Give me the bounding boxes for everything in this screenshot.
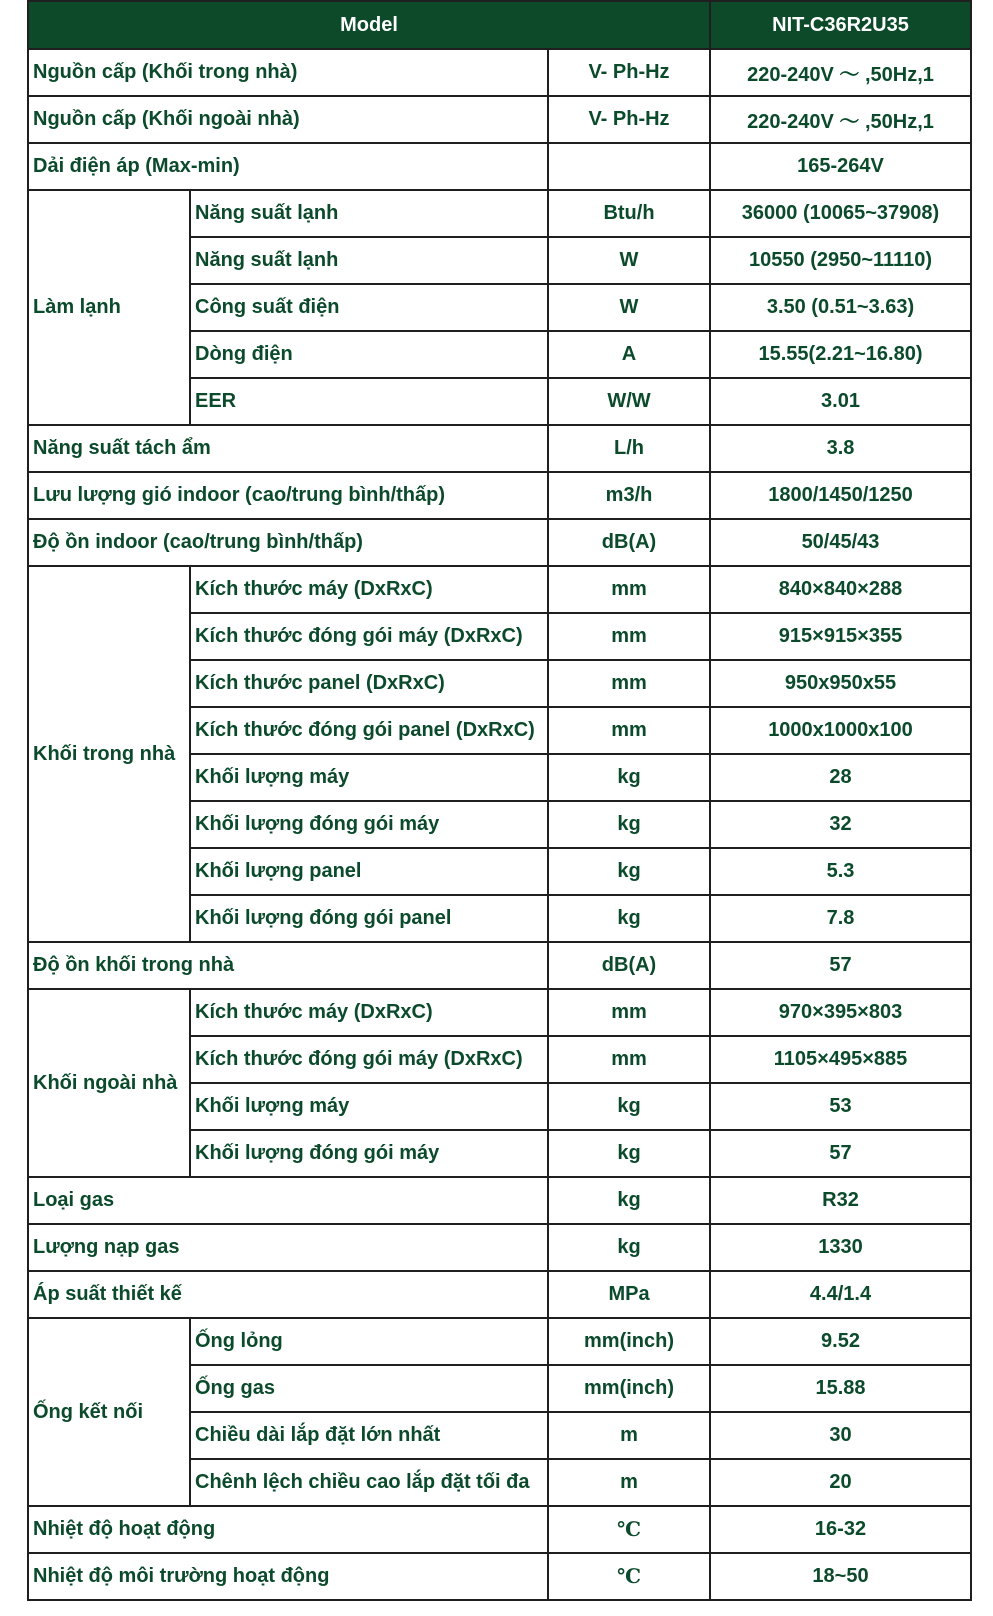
table-row bbox=[28, 1224, 971, 1271]
row-unit: dB(A) bbox=[548, 519, 710, 566]
row-unit: m bbox=[548, 1459, 710, 1506]
spec-table-container bbox=[27, 0, 970, 1601]
row-unit bbox=[548, 143, 710, 190]
row-value: 5.3 bbox=[710, 848, 971, 895]
row-unit: A bbox=[548, 331, 710, 378]
row-unit: kg bbox=[548, 801, 710, 848]
row-label: Nguồn cấp (Khối trong nhà) bbox=[28, 49, 548, 96]
row-unit: L/h bbox=[548, 425, 710, 472]
row-value: 30 bbox=[710, 1412, 971, 1459]
row-label: Khối lượng đóng gói máy bbox=[190, 801, 548, 848]
table-row bbox=[28, 1553, 971, 1600]
table-row bbox=[28, 942, 971, 989]
row-unit: kg bbox=[548, 848, 710, 895]
table-row bbox=[28, 96, 971, 143]
row-value: 53 bbox=[710, 1083, 971, 1130]
row-label: Khối lượng panel bbox=[190, 848, 548, 895]
row-label: Ống gas bbox=[190, 1365, 548, 1412]
row-unit: ℃ bbox=[548, 1553, 710, 1600]
table-row bbox=[28, 472, 971, 519]
row-unit: V- Ph-Hz bbox=[548, 49, 710, 96]
table-row bbox=[28, 1271, 971, 1318]
row-value: 15.55(2.21~16.80) bbox=[710, 331, 971, 378]
row-label: Năng suất tách ẩm bbox=[28, 425, 548, 472]
table-row bbox=[28, 49, 971, 96]
row-value: 9.52 bbox=[710, 1318, 971, 1365]
table-row bbox=[28, 1318, 971, 1365]
row-value: 3.8 bbox=[710, 425, 971, 472]
row-unit: W bbox=[548, 284, 710, 331]
table-row bbox=[28, 566, 971, 613]
group-label-indoor-unit: Khối trong nhà bbox=[28, 566, 190, 942]
row-value: 36000 (10065~37908) bbox=[710, 190, 971, 237]
row-unit: ℃ bbox=[548, 1506, 710, 1553]
row-label: Nguồn cấp (Khối ngoài nhà) bbox=[28, 96, 548, 143]
row-unit: W bbox=[548, 237, 710, 284]
table-row bbox=[28, 190, 971, 237]
table-row bbox=[28, 1506, 971, 1553]
row-label: Nhiệt độ hoạt động bbox=[28, 1506, 548, 1553]
row-value: 165-264V bbox=[710, 143, 971, 190]
row-label: Kích thước đóng gói máy (DxRxC) bbox=[190, 1036, 548, 1083]
row-unit: mm bbox=[548, 613, 710, 660]
row-label: Độ ồn khối trong nhà bbox=[28, 942, 548, 989]
row-label: Khối lượng đóng gói panel bbox=[190, 895, 548, 942]
row-label: Áp suất thiết kế bbox=[28, 1271, 548, 1318]
row-value: 15.88 bbox=[710, 1365, 971, 1412]
row-label: Kích thước panel (DxRxC) bbox=[190, 660, 548, 707]
row-unit: kg bbox=[548, 895, 710, 942]
row-value: 50/45/43 bbox=[710, 519, 971, 566]
row-label: Năng suất lạnh bbox=[190, 237, 548, 284]
row-unit: kg bbox=[548, 1083, 710, 1130]
row-value: 220-240V ～ ,50Hz,1 bbox=[710, 96, 971, 143]
spec-table bbox=[27, 0, 972, 1601]
row-label: Kích thước đóng gói máy (DxRxC) bbox=[190, 613, 548, 660]
row-value: 28 bbox=[710, 754, 971, 801]
row-label: Ống lỏng bbox=[190, 1318, 548, 1365]
row-unit: Btu/h bbox=[548, 190, 710, 237]
row-value: 220-240V ～ ,50Hz,1 bbox=[710, 49, 971, 96]
row-value: 1330 bbox=[710, 1224, 971, 1271]
table-row bbox=[28, 989, 971, 1036]
row-unit: mm bbox=[548, 660, 710, 707]
row-unit: mm bbox=[548, 707, 710, 754]
row-label: Chiều dài lắp đặt lớn nhất bbox=[190, 1412, 548, 1459]
row-label: Dòng điện bbox=[190, 331, 548, 378]
row-label: Năng suất lạnh bbox=[190, 190, 548, 237]
table-row bbox=[28, 425, 971, 472]
row-label: Nhiệt độ môi trường hoạt động bbox=[28, 1553, 548, 1600]
row-unit: mm(inch) bbox=[548, 1318, 710, 1365]
row-unit: mm(inch) bbox=[548, 1365, 710, 1412]
row-label: Khối lượng máy bbox=[190, 1083, 548, 1130]
row-value: 57 bbox=[710, 1130, 971, 1177]
group-label-cooling: Làm lạnh bbox=[28, 190, 190, 425]
row-value: 10550 (2950~11110) bbox=[710, 237, 971, 284]
row-unit: mm bbox=[548, 1036, 710, 1083]
row-value: 915×915×355 bbox=[710, 613, 971, 660]
row-value: 1800/1450/1250 bbox=[710, 472, 971, 519]
table-row bbox=[28, 519, 971, 566]
row-unit: kg bbox=[548, 1130, 710, 1177]
header-model-label: Model bbox=[28, 1, 710, 49]
group-label-piping: Ống kết nối bbox=[28, 1318, 190, 1506]
row-value: 950x950x55 bbox=[710, 660, 971, 707]
row-label: Chênh lệch chiều cao lắp đặt tối đa bbox=[190, 1459, 548, 1506]
table-row bbox=[28, 1177, 971, 1224]
row-value: R32 bbox=[710, 1177, 971, 1224]
row-value: 32 bbox=[710, 801, 971, 848]
table-row bbox=[28, 143, 971, 190]
row-unit: MPa bbox=[548, 1271, 710, 1318]
row-value: 3.50 (0.51~3.63) bbox=[710, 284, 971, 331]
row-unit: kg bbox=[548, 1177, 710, 1224]
row-label: Độ ồn indoor (cao/trung bình/thấp) bbox=[28, 519, 548, 566]
row-unit: m3/h bbox=[548, 472, 710, 519]
row-value: 4.4/1.4 bbox=[710, 1271, 971, 1318]
group-label-outdoor-unit: Khối ngoài nhà bbox=[28, 989, 190, 1177]
header-model-value: NIT-C36R2U35 bbox=[710, 1, 971, 49]
row-label: Kích thước máy (DxRxC) bbox=[190, 989, 548, 1036]
row-value: 18~50 bbox=[710, 1553, 971, 1600]
row-unit: mm bbox=[548, 566, 710, 613]
row-label: Lưu lượng gió indoor (cao/trung bình/thấp) bbox=[28, 472, 548, 519]
row-label: Khối lượng máy bbox=[190, 754, 548, 801]
row-unit: mm bbox=[548, 989, 710, 1036]
header-row bbox=[28, 1, 971, 49]
row-label: Loại gas bbox=[28, 1177, 548, 1224]
row-value: 1000x1000x100 bbox=[710, 707, 971, 754]
row-value: 840×840×288 bbox=[710, 566, 971, 613]
row-value: 20 bbox=[710, 1459, 971, 1506]
row-label: Lượng nạp gas bbox=[28, 1224, 548, 1271]
row-unit: kg bbox=[548, 1224, 710, 1271]
row-value: 1105×495×885 bbox=[710, 1036, 971, 1083]
row-label: EER bbox=[190, 378, 548, 425]
row-value: 57 bbox=[710, 942, 971, 989]
row-unit: m bbox=[548, 1412, 710, 1459]
row-label: Dải điện áp (Max-min) bbox=[28, 143, 548, 190]
row-value: 3.01 bbox=[710, 378, 971, 425]
row-unit: kg bbox=[548, 754, 710, 801]
row-value: 16-32 bbox=[710, 1506, 971, 1553]
row-unit: V- Ph-Hz bbox=[548, 96, 710, 143]
row-label: Kích thước máy (DxRxC) bbox=[190, 566, 548, 613]
row-label: Kích thước đóng gói panel (DxRxC) bbox=[190, 707, 548, 754]
row-unit: W/W bbox=[548, 378, 710, 425]
row-value: 970×395×803 bbox=[710, 989, 971, 1036]
row-label: Công suất điện bbox=[190, 284, 548, 331]
row-label: Khối lượng đóng gói máy bbox=[190, 1130, 548, 1177]
row-unit: dB(A) bbox=[548, 942, 710, 989]
row-value: 7.8 bbox=[710, 895, 971, 942]
